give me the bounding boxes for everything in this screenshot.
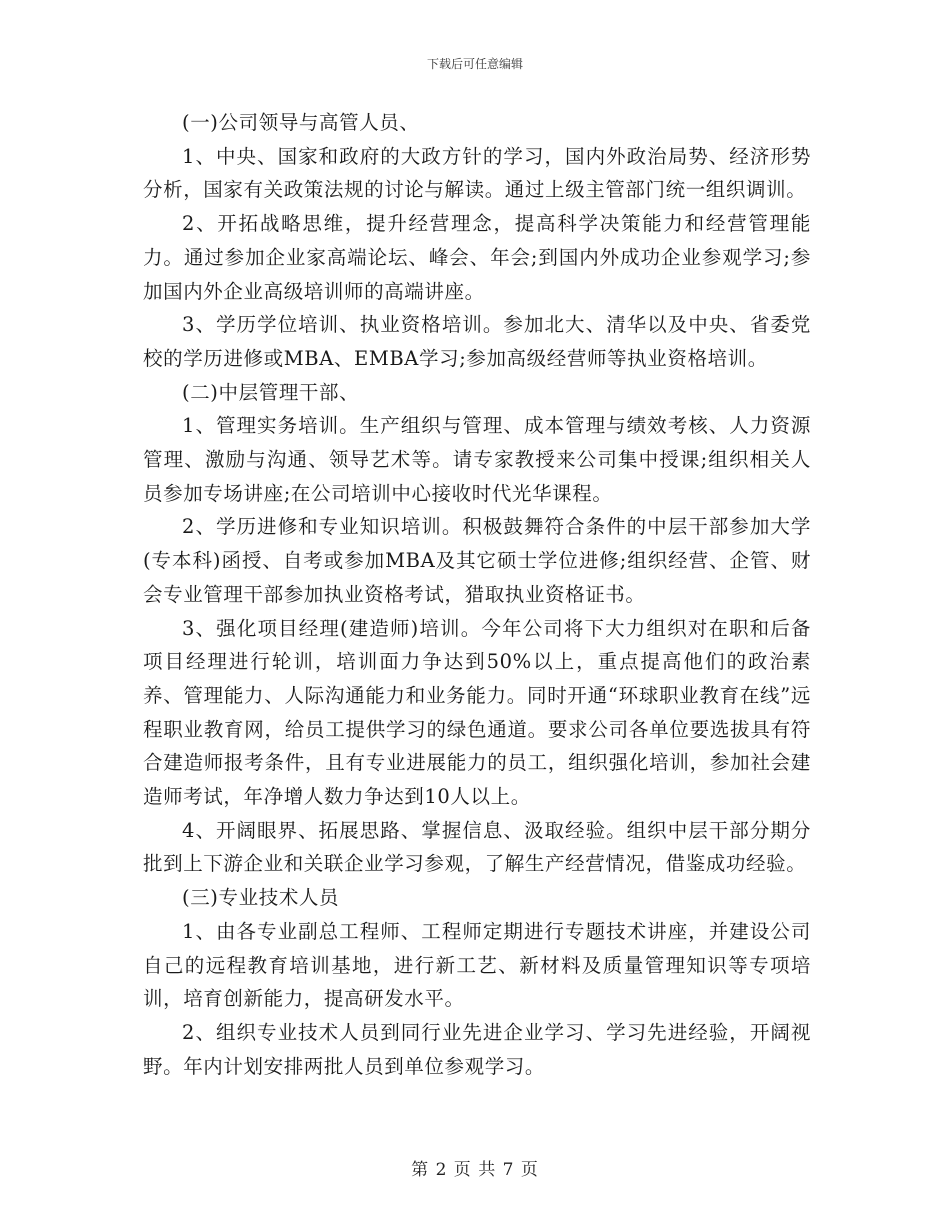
paragraph: 1、由各专业副总工程师、工程师定期进行专题技术讲座，并建设公司自己的远程教育培训基地，进行新工艺、新材料及质量管理知识等专项培训，培育创新能力，提高研发水平。	[143, 919, 811, 1011]
paragraph: 4、开阔眼界、拓展思路、掌握信息、汲取经验。组织中层干部分期分批到上下游企业和关联企业学习参观，了解生产经营情况，借鉴成功经验。	[143, 818, 811, 876]
paragraph: 2、组织专业技术人员到同行业先进企业学习、学习先进经验，开阔视野。年内计划安排两批人员到单位参观学习。	[143, 1020, 811, 1078]
paragraph: 2、学历进修和专业知识培训。积极鼓舞符合条件的中层干部参加大学(专本科)函授、自考或参加MBA及其它硕士学位进修;组织经营、企管、财会专业管理干部参加执业资格考试，猎取执业资格证书。	[143, 515, 811, 606]
document-body	[143, 106, 811, 1083]
page-number: 第 2 页 共 7 页	[411, 1160, 539, 1180]
section-heading-middle-management: (二)中层管理干部、	[182, 380, 360, 404]
section-heading-leadership: (一)公司领导与高管人员、	[182, 111, 420, 134]
page-header: 下载后可任意编辑	[426, 57, 523, 71]
paragraph: 3、强化项目经理(建造师)培训。今年公司将下大力组织对在职和后备项目经理进行轮训，培训面力争达到50%以上，重点提高他们的政治素养、管理能力、人际沟通能力和业务能力。同时开通“环球职业教育在线”远程职业教育网，给员工提供学习的绿色通道。要求公司各单位要选拔具有符合建造师报考条件，且有专业进展能力的员工，组织强化培训，参加社会建造师考试，年净增人数力争达到10人以上。	[143, 616, 811, 809]
paragraph: 2、开拓战略思维，提升经营理念，提高科学决策能力和经营管理能力。通过参加企业家高端论坛、峰会、年会;到国内外成功企业参观学习;参加国内外企业高级培训师的高端讲座。	[143, 212, 811, 303]
paragraph: 1、管理实务培训。生产组织与管理、成本管理与绩效考核、人力资源管理、激励与沟通、领导艺术等。请专家教授来公司集中授课;组织相关人员参加专场讲座;在公司培训中心接收时代光华课程。	[143, 414, 811, 505]
section-heading-technical-staff: (三)专业技术人员	[182, 886, 340, 910]
paragraph: 1、中央、国家和政府的大政方针的学习，国内外政治局势、经济形势分析，国家有关政策法规的讨论与解读。通过上级主管部门统一组织调训。	[143, 144, 811, 202]
paragraph: 3、学历学位培训、执业资格培训。参加北大、清华以及中央、省委党校的学历进修或MBA、EMBA学习;参加高级经营师等执业资格培训。	[143, 313, 811, 370]
